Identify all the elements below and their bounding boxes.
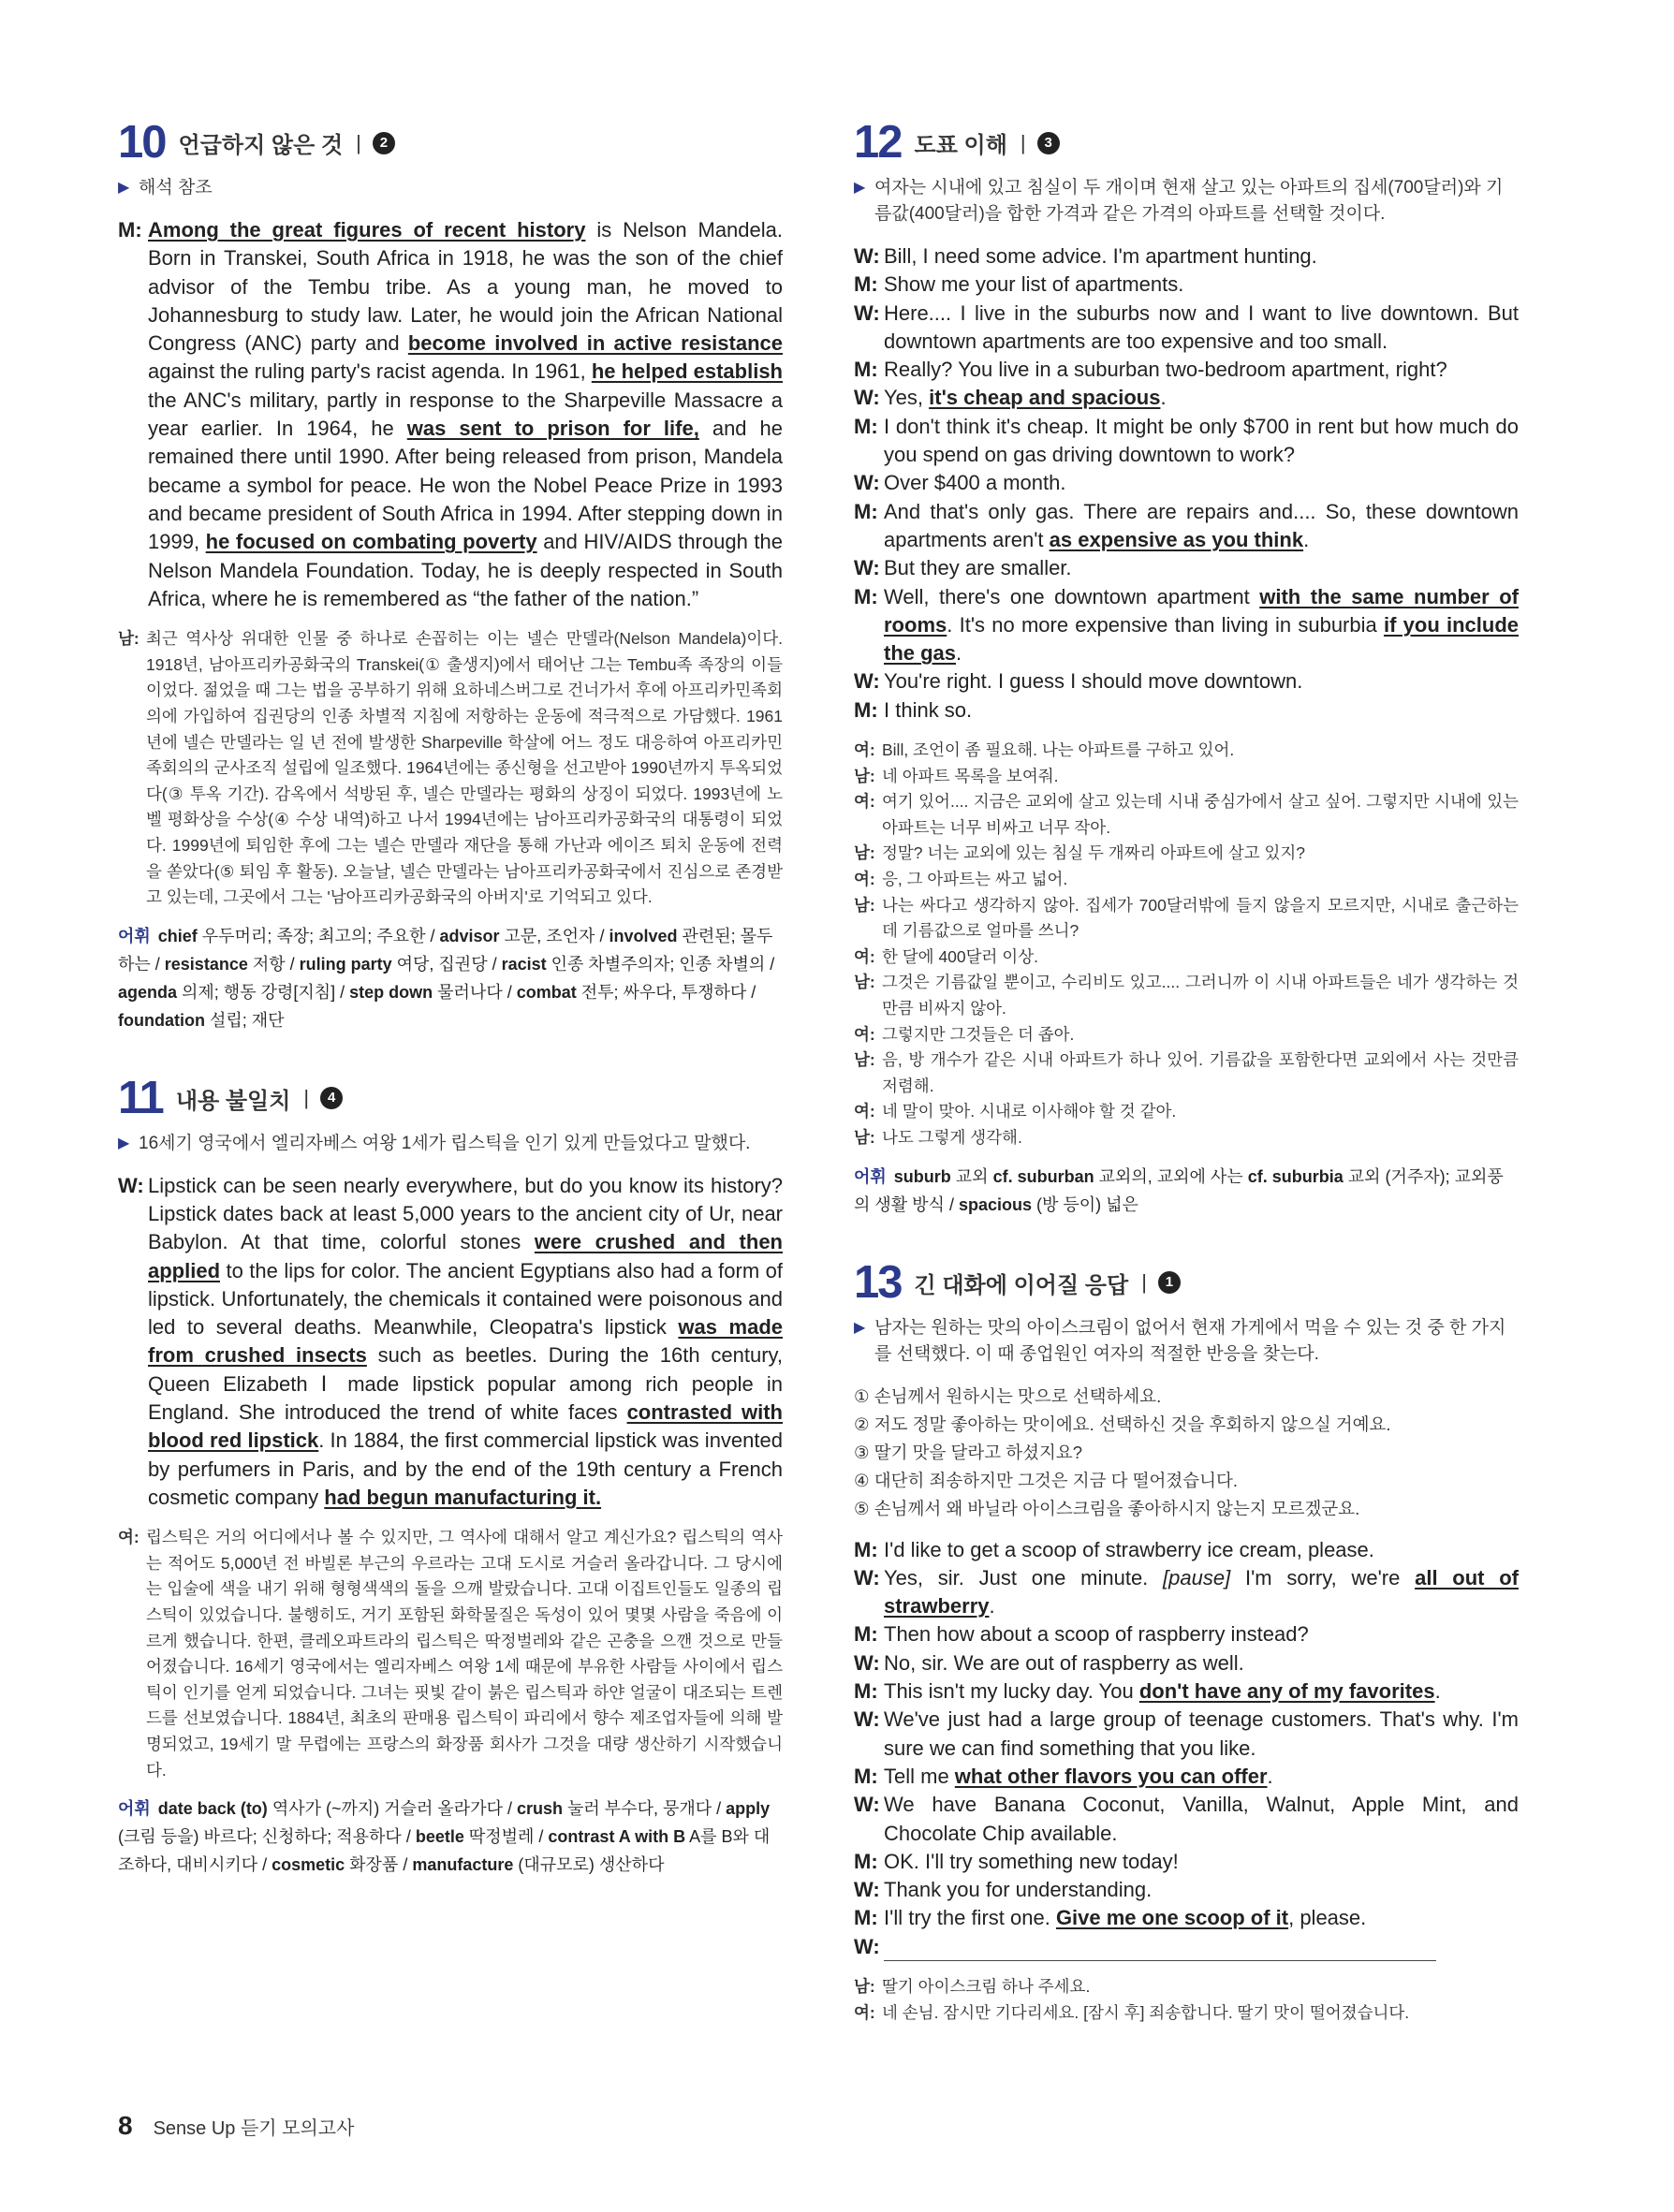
speaker-label: M: (854, 1622, 878, 1647)
key-phrase: was sent to prison for life, (406, 417, 699, 441)
question-title: 긴 대화에 이어질 응답 (914, 1272, 1129, 1298)
speaker-label: 남: (854, 1050, 875, 1070)
question-title: 언급하지 않은 것 (178, 133, 344, 158)
translation-line (854, 893, 1519, 945)
speaker-label: W: (854, 1934, 880, 1958)
vocab-word: racist (501, 954, 547, 974)
translation-line (854, 789, 1519, 841)
dialogue-line (854, 1706, 1519, 1763)
speaker-label: W: (854, 1793, 880, 1817)
key-phrase: all out of strawberry (884, 1565, 1520, 1619)
key-phrase: contrasted with blood red lipstick (148, 1400, 783, 1453)
translation-line (854, 1974, 1519, 2000)
speaker-label: W: (854, 1707, 880, 1732)
script-text: such as beetles. During the 16th century, Queen Elizabeth Ⅰ made lipstick popular among rich people in England. She introduced the trend of white faces (148, 1343, 783, 1425)
speaker-label: M: (854, 1906, 878, 1930)
translation-line (854, 841, 1519, 867)
script-text: I don't think it's cheap. It might be only $700 in rent but how much do you spend on gas driving downtown to work? (884, 414, 1519, 467)
script-text: and he remained there until 1990. After being released from prison, Mandela became a symbol for peace. He won the Nobel Peace Prize in 1993 and became president of South Africa in 1994. After stepping down in 1999, (148, 417, 784, 554)
dialogue-line (854, 583, 1519, 668)
vocab-label: 어휘 (854, 1166, 887, 1186)
vocab-meaning: 관련된; 몰두하는 / (118, 926, 773, 974)
script-text: is Nelson Mandela. Born in Transkei, South Africa in 1918, he was the son of the chief advisor of the Tembu tribe. As a young man, he moved to Johannesburg to study law. Later, he would join the African National Congress (ANC) party and (148, 218, 783, 356)
translation-text: 그것은 기름값일 뿐이고, 수리비도 있고.... 그러니까 이 시내 아파트들은 네가 생각하는 것만큼 비싸지 않아. (882, 973, 1519, 1018)
korean-translation (854, 1974, 1519, 2026)
script-text: Lipstick can be seen nearly everywhere, but do you know its history? Lipstick dates back at least 5,000 years to the ancient city of Ur, near Babylon. At that time, colorful stones (148, 1173, 783, 1254)
key-phrase: Give me one scoop of it (1055, 1906, 1289, 1930)
script-text: I'll try the first one. (884, 1906, 1056, 1930)
speaker-label: 남: (854, 895, 875, 915)
script-text: . (1267, 1764, 1273, 1788)
vocab-word: advisor (439, 926, 500, 945)
dialogue-line (118, 1172, 783, 1513)
script-text: Yes, (884, 386, 930, 410)
key-phrase: Among the great figures of recent history (148, 218, 586, 242)
vocab-meaning: (크림 등을) 바르다; 신청하다; 적용하다 / (118, 1827, 416, 1847)
left-column (118, 117, 784, 1920)
speaker-label: W: (854, 1878, 880, 1902)
script-text: We have Banana Coconut, Vanilla, Walnut, Apple Mint, and Chocolate Chip available. (884, 1793, 1519, 1845)
script-text: , please. (1288, 1906, 1367, 1930)
translation-line (854, 764, 1519, 790)
vocabulary (118, 922, 783, 1034)
vocabulary (118, 1795, 783, 1879)
question-title: 도표 이해 (914, 133, 1007, 158)
dialogue-line (854, 469, 1519, 497)
dialogue-line (854, 667, 1519, 696)
script-text: . In 1884, the first commercial lipstick was invented by perfumers in Paris, and by the end of the 19th century a French cosmetic company (148, 1428, 783, 1509)
vocab-meaning: 설립; 재단 (204, 1010, 285, 1030)
question-title: 내용 불일치 (175, 1088, 291, 1114)
vocab-meaning: (대규모로) 생산하다 (513, 1855, 665, 1875)
script-text: Thank you for understanding. (884, 1878, 1153, 1902)
question-number: 12 (854, 117, 902, 168)
answer-options (854, 1383, 1519, 1523)
vocab-meaning: 눌러 부수다, 뭉개다 / (563, 1799, 727, 1819)
vocab-word: spacious (958, 1194, 1032, 1214)
speaker-label: 남: (854, 1127, 875, 1147)
vocab-meaning: 고문, 조언자 / (499, 926, 609, 945)
vocab-word: contrast A with B (548, 1827, 686, 1847)
script-text: Tell me (884, 1764, 955, 1788)
page-footer (118, 2111, 354, 2141)
answer-blank (884, 1940, 1436, 1961)
translation-text: 립스틱은 거의 어디에서나 볼 수 있지만, 그 역사에 대해서 알고 계신가요? 립스틱의 역사는 적어도 5,000년 전 바빌론 부근의 우르라는 고대 도시로 거슬러 올라갑니다. 그 당시에는 입술에 색을 내기 위해 형형색색의 돌을 으깨 발랐습니다. 고대 이집트인들도 일종의 립스틱이 있었습니다. 불행히도, 거기 포함된 화학물질은 독성이 있어 몇몇 사람을 죽음에 이르게 했습니다. 한편, 클레오파트라의 립스틱은 딱정벌레와 같은 곤충을 으깬 것으로 만들어졌습니다. 16세기 영국에서는 엘리자베스 여왕 1세 때문에 부유한 사람들 사이에서 립스틱이 인기를 얻게 되었습니다. 그녀는 핏빛 같이 붉은 립스틱과 하얀 얼굴이 대조되는 트렌드를 선보였습니다. 1884년, 최초의 판매용 립스틱이 파리에서 향수 제조업자들에 의해 발명되었고, 19세기 말 무렵에는 프랑스의 화장품 회사가 그것을 대량 생산하기 시작했습니다. (146, 1528, 783, 1780)
translation-line (118, 626, 783, 911)
korean-translation (118, 626, 783, 911)
translation-text: 음, 방 개수가 같은 시내 아파트가 하나 있어. 기름값을 포함한다면 교외에서 사는 것만큼 저렴해. (882, 1050, 1519, 1095)
separator: | (356, 130, 361, 154)
question-number: 13 (854, 1256, 902, 1308)
korean-translation (854, 738, 1519, 1151)
explanation-note: ▶ 해석 참조 (118, 175, 783, 201)
script-text: We've just had a large group of teenage customers. That's why. I'm sure we can find something that you like. (884, 1707, 1519, 1760)
script-text: . (989, 1594, 995, 1619)
script-text: And that's only gas. There are repairs and.... So, these downtown apartments aren't (884, 499, 1519, 551)
vocab-meaning: 의제; 행동 강령[지침] / (177, 982, 350, 1002)
dialogue-line (854, 300, 1519, 357)
vocab-word: apply (726, 1799, 771, 1819)
key-phrase: with the same number of rooms (884, 584, 1519, 637)
script-text: Here.... I live in the suburbs now and I want to live downtown. But downtown apartments are too expensive and too small. (884, 300, 1519, 353)
vocab-meaning: 물러나다 / (433, 982, 517, 1002)
question-header (854, 117, 1519, 168)
triangle-icon: ▶ (854, 180, 866, 196)
translation-text: 응, 그 아파트는 싸고 넓어. (882, 870, 1068, 889)
dialogue-line (854, 1763, 1519, 1791)
question-11 (118, 1072, 783, 1880)
vocab-word: step down (349, 982, 433, 1002)
vocab-word: ruling party (299, 954, 392, 974)
vocab-word: crush (516, 1799, 564, 1819)
speaker-label: M: (854, 499, 878, 523)
speaker-label: M: (854, 358, 878, 382)
dialogue-line (854, 498, 1519, 555)
script-text: . (956, 641, 962, 666)
key-phrase: were crushed and then applied (148, 1230, 783, 1282)
speaker-label: 여: (854, 1102, 875, 1121)
dialogue-line (854, 1791, 1519, 1848)
script-text: OK. I'll try something new today! (884, 1849, 1179, 1873)
script-text: . (1303, 527, 1310, 551)
english-script (118, 216, 783, 613)
translation-text: 네 말이 맞아. 시내로 이사해야 할 것 같아. (882, 1102, 1177, 1121)
speaker-label: M: (854, 1764, 878, 1788)
dialogue-line (854, 696, 1519, 725)
explanation-note: ▶ 16세기 영국에서 엘리자베스 여왕 1세가 립스틱을 인기 있게 만들었다고 말했다. (118, 1131, 783, 1157)
vocab-word: agenda (118, 982, 178, 1002)
script-text: Yes, sir. Just one minute. (884, 1565, 1164, 1589)
speaker-label: W: (854, 1650, 880, 1675)
translation-text: 여기 있어.... 지금은 교외에 살고 있는데 시내 중심가에서 살고 싶어. 그렇지만 시내에 있는 아파트는 너무 비싸고 너무 작아. (882, 792, 1519, 837)
speaker-label: M: (854, 584, 878, 608)
key-phrase: if you include the gas (884, 612, 1520, 666)
translation-line (118, 1525, 783, 1783)
vocab-meaning: 여당, 집권당 / (391, 954, 502, 974)
speaker-label: W: (854, 386, 880, 410)
speaker-label: 남: (854, 766, 875, 785)
key-phrase: don't have any of my favorites (1138, 1679, 1435, 1704)
speaker-label: 여: (854, 2002, 875, 2022)
question-10 (118, 117, 784, 1034)
script-text: Show me your list of apartments. (884, 272, 1184, 297)
dialogue-line (854, 1620, 1519, 1648)
vocab-meaning: 화장품 / (345, 1855, 413, 1875)
option: ④ 대단히 죄송하지만 그것은 지금 다 떨어졌습니다. (854, 1470, 1238, 1490)
script-text: [pause] (1163, 1565, 1231, 1589)
translation-text: Bill, 조언이 좀 필요해. 나는 아파트를 구하고 있어. (882, 740, 1235, 760)
dialogue-line (854, 1677, 1519, 1706)
vocab-word: involved (609, 926, 678, 945)
speaker-label: M: (854, 697, 878, 722)
vocab-word: chief (157, 926, 198, 945)
dialogue-line (854, 1904, 1519, 1932)
script-text: Really? You live in a suburban two-bedroom apartment, right? (884, 358, 1447, 382)
speaker-label: M: (854, 1849, 878, 1873)
speaker-label: M: (854, 414, 878, 438)
speaker-label: W: (854, 556, 880, 580)
speaker-label: W: (854, 471, 880, 495)
english-script (854, 1536, 1519, 1961)
script-text: Bill, I need some advice. I'm apartment hunting. (884, 244, 1317, 268)
script-text: against the ruling party's racist agenda. In 1961, (148, 359, 592, 384)
speaker-label: M: (118, 218, 142, 242)
right-column (854, 117, 1520, 2067)
key-phrase: he helped establish (591, 359, 783, 384)
vocab-label: 어휘 (118, 926, 151, 945)
key-phrase: what other flavors you can offer (954, 1764, 1268, 1788)
vocab-meaning: 인종 차별주의자; 인종 차별의 / (546, 954, 775, 974)
question-header (854, 1256, 1519, 1308)
question-number: 11 (118, 1072, 163, 1123)
vocab-word: resistance (164, 954, 248, 974)
dialogue-line (854, 1933, 1519, 1961)
script-text: . It's no more expensive than living in suburbia (947, 612, 1384, 637)
option: ③ 딸기 맛을 달라고 하셨지요? (854, 1442, 1083, 1462)
key-phrase: as expensive as you think (1049, 527, 1304, 551)
dialogue-line (118, 216, 783, 613)
speaker-label: 남: (854, 843, 875, 863)
book-title: Sense Up 듣기 모의고사 (153, 2118, 355, 2139)
translation-text: 나도 그렇게 생각해. (882, 1127, 1022, 1147)
answer-badge: 3 (1037, 132, 1060, 154)
answer-badge: 2 (373, 132, 395, 154)
translation-text: 딸기 아이스크림 하나 주세요. (882, 1977, 1091, 1996)
script-text: I'm sorry, we're (1230, 1565, 1416, 1589)
dialogue-line (854, 1876, 1519, 1904)
key-phrase: become involved in active resistance (407, 331, 784, 356)
triangle-icon: ▶ (854, 1319, 866, 1336)
vocab-meaning: 전투; 싸우다, 투쟁하다 / (576, 982, 756, 1002)
translation-text: 그렇지만 그것들은 더 좁아. (882, 1024, 1075, 1044)
separator: | (1141, 1270, 1147, 1295)
script-text: I'd like to get a scoop of strawberry ice cream, please. (884, 1537, 1374, 1561)
option: ⑤ 손님께서 왜 바닐라 아이스크림을 좋아하시지 않는지 모르겠군요. (854, 1498, 1360, 1518)
translation-line (854, 1125, 1519, 1151)
english-script (118, 1172, 783, 1513)
speaker-label: W: (854, 244, 880, 268)
page-number: 8 (118, 2111, 133, 2140)
vocab-word: combat (516, 982, 577, 1002)
script-text: . (1434, 1679, 1441, 1704)
triangle-icon: ▶ (118, 1135, 130, 1151)
vocab-meaning: 우두머리; 족장; 최고의; 주요한 / (197, 926, 440, 945)
explanation-note: ▶ 여자는 시내에 있고 침실이 두 개이며 현재 살고 있는 아파트의 집세(700달러)와 기름값(400달러)을 합한 가격과 같은 가격의 아파트를 선택할 것이다. (854, 175, 1519, 227)
key-phrase: he focused on combating poverty (205, 530, 537, 554)
vocab-meaning: 교외 (거주자); 교외풍의 생활 방식 / (854, 1166, 1504, 1214)
script-text: to the lips for color. The ancient Egyptians also had a form of lipstick. Unfortunately, the chemicals it contained were poisonous and led to several deaths. Meanwhile, Cleopatra's lipstick (148, 1258, 783, 1340)
translation-text: 한 달에 400달러 이상. (882, 946, 1038, 966)
speaker-label: 여: (854, 1024, 875, 1044)
english-script (854, 242, 1519, 725)
key-phrase: it's cheap and spacious (929, 386, 1161, 410)
translation-text: 네 아파트 목록을 보여줘. (882, 766, 1059, 785)
script-text: . (1160, 386, 1167, 410)
dialogue-line (854, 1536, 1519, 1564)
separator: | (1020, 130, 1026, 154)
script-text: Over $400 a month. (884, 471, 1066, 495)
separator: | (303, 1086, 310, 1110)
vocab-meaning: 딱정벌레 / (463, 1827, 549, 1847)
speaker-label: 여: (118, 1528, 140, 1547)
option: ① 손님께서 원하시는 맛으로 선택하세요. (854, 1385, 1162, 1406)
speaker-label: 여: (854, 792, 875, 812)
script-text: You're right. I guess I should move downtown. (884, 669, 1303, 694)
dialogue-line (854, 1649, 1519, 1677)
script-text: But they are smaller. (884, 556, 1072, 580)
speaker-label: W: (854, 300, 880, 325)
dialogue-line (854, 1564, 1519, 1621)
script-text: Well, there's one downtown apartment (884, 584, 1260, 608)
question-header (118, 1072, 783, 1123)
answer-badge: 1 (1158, 1271, 1181, 1294)
translation-line (854, 867, 1519, 893)
translation-text: 최근 역사상 위대한 인물 중 하나로 손꼽히는 이는 넬슨 만델라(Nelson Mandela)이다. 1918년, 남아프리카공화국의 Transkei(① 출생지)에서 태어난 그는 Tembu족 족장의 이들이었다. 젊었을 때 그는 법을 공부하기 위해 요하네스버그로 건너가서 후에 아프리카민족회의에 가입하여 집권당의 인종 차별적 지침에 저항하는 운동에 적극적으로 가담했다. 1961년에 넬슨 만델라는 일 년 전에 발생한 Sharpeville 학살에 어느 정도 대응하여 아프리카민족회의의 군사조직 설립에 일조했다. 1964년에는 종신형을 선고받아 1990년까지 투옥되었다(③ 투옥 기간). 감옥에서 석방된 후, 넬슨 만델라는 평화의 상징이 되었다. 1993년에 노벨 평화상을 수상(④ 수상 내역)하고 나서 1994년에는 남아프리카공화국의 대통령이 되었다. 1999년에 퇴임한 후에 그는 넬슨 만델라 재단을 통해 가난과 에이즈 퇴치 운동에 전력을 쏟았다(⑤ 퇴임 후 활동). 오늘날, 넬슨 만델라는 남아프리카공화국에서 진심으로 존경받고 있는데, 그곳에서 그는 '남아프리카공화국의 아버지'로 기억되고 있다. (146, 629, 783, 907)
speaker-label: 여: (854, 946, 875, 966)
speaker-label: W: (854, 669, 880, 694)
translation-text: 나는 싸다고 생각하지 않아. 집세가 700달러밖에 들지 않을지 모르지만, 시내로 출근하는 데 기름값으로 얼마를 쓰니? (882, 895, 1519, 941)
translation-line (854, 738, 1519, 764)
vocab-meaning: 교외의, 교외에 사는 (1094, 1166, 1248, 1186)
translation-text: 네 손님. 잠시만 기다리세요. [잠시 후] 죄송합니다. 딸기 맛이 떨어졌습니다. (882, 2002, 1410, 2022)
vocabulary (854, 1163, 1519, 1219)
vocab-word: foundation (118, 1010, 205, 1030)
vocab-meaning: A를 B와 대조하다, 대비시키다 / (118, 1827, 771, 1875)
vocab-word: beetle (415, 1827, 464, 1847)
vocab-meaning: 역사가 (~까지) 거슬러 올라가다 / (267, 1799, 517, 1819)
speaker-label: 남: (118, 629, 140, 649)
triangle-icon: ▶ (118, 180, 130, 196)
translation-line (854, 1047, 1519, 1099)
question-13 (854, 1256, 1520, 2027)
explanation-note: ▶ 남자는 원하는 맛의 아이스크림이 없어서 현재 가게에서 먹을 수 있는 것 중 한 가지를 선택했다. 이 때 종업원인 여자의 적절한 반응을 찾는다. (854, 1315, 1519, 1368)
key-phrase: was made from crushed insects (148, 1315, 783, 1368)
speaker-label: W: (118, 1173, 144, 1197)
dialogue-line (854, 384, 1519, 412)
translation-line (854, 945, 1519, 971)
key-phrase: had begun manufacturing it. (324, 1485, 602, 1509)
question-number: 10 (118, 117, 166, 168)
speaker-label: M: (854, 272, 878, 297)
vocab-word: manufacture (412, 1855, 514, 1875)
translation-text: 정말? 너는 교외에 있는 침실 두 개짜리 아파트에 살고 있지? (882, 843, 1306, 863)
script-text: Then how about a scoop of raspberry instead? (884, 1622, 1309, 1647)
script-text: This isn't my lucky day. You (884, 1679, 1139, 1704)
speaker-label: 여: (854, 740, 875, 760)
vocab-word: date back (to) (157, 1799, 268, 1819)
dialogue-line (854, 271, 1519, 299)
vocab-meaning: 교외 (950, 1166, 993, 1186)
dialogue-line (854, 242, 1519, 271)
question-header (118, 117, 783, 168)
translation-line (854, 2000, 1519, 2027)
vocab-word: cf. suburban (992, 1166, 1094, 1186)
answer-badge: 4 (320, 1087, 343, 1109)
script-text: the ANC's military, partly in response to the Sharpeville Massacre a year earlier. In 1964, he (148, 388, 783, 441)
vocab-word: cf. suburbia (1247, 1166, 1344, 1186)
script-text: No, sir. We are out of raspberry as well. (884, 1650, 1244, 1675)
speaker-label: 남: (854, 973, 875, 992)
speaker-label: W: (854, 1565, 880, 1589)
script-text: I think so. (884, 697, 973, 722)
dialogue-line (854, 413, 1519, 470)
option: ② 저도 정말 좋아하는 맛이에요. 선택하신 것을 후회하지 않으실 거예요. (854, 1414, 1391, 1434)
speaker-label: 남: (854, 1977, 875, 1996)
translation-line (854, 970, 1519, 1021)
vocab-label: 어휘 (118, 1799, 151, 1819)
vocab-meaning: (방 등이) 넓은 (1031, 1194, 1138, 1214)
vocab-word: cosmetic (272, 1855, 345, 1875)
script-text: and HIV/AIDS through the Nelson Mandela Foundation. Today, he is deeply respected in South Africa, where he is remembered as “the father of the nation.” (148, 530, 783, 610)
korean-translation (118, 1525, 783, 1783)
translation-line (854, 1099, 1519, 1125)
dialogue-line (854, 1848, 1519, 1876)
speaker-label: M: (854, 1537, 878, 1561)
vocab-word: suburb (893, 1166, 951, 1186)
translation-line (854, 1022, 1519, 1048)
speaker-label: 여: (854, 870, 875, 889)
dialogue-line (854, 554, 1519, 582)
dialogue-line (854, 356, 1519, 384)
vocab-meaning: 저항 / (247, 954, 300, 974)
question-12 (854, 117, 1520, 1219)
speaker-label: M: (854, 1679, 878, 1704)
